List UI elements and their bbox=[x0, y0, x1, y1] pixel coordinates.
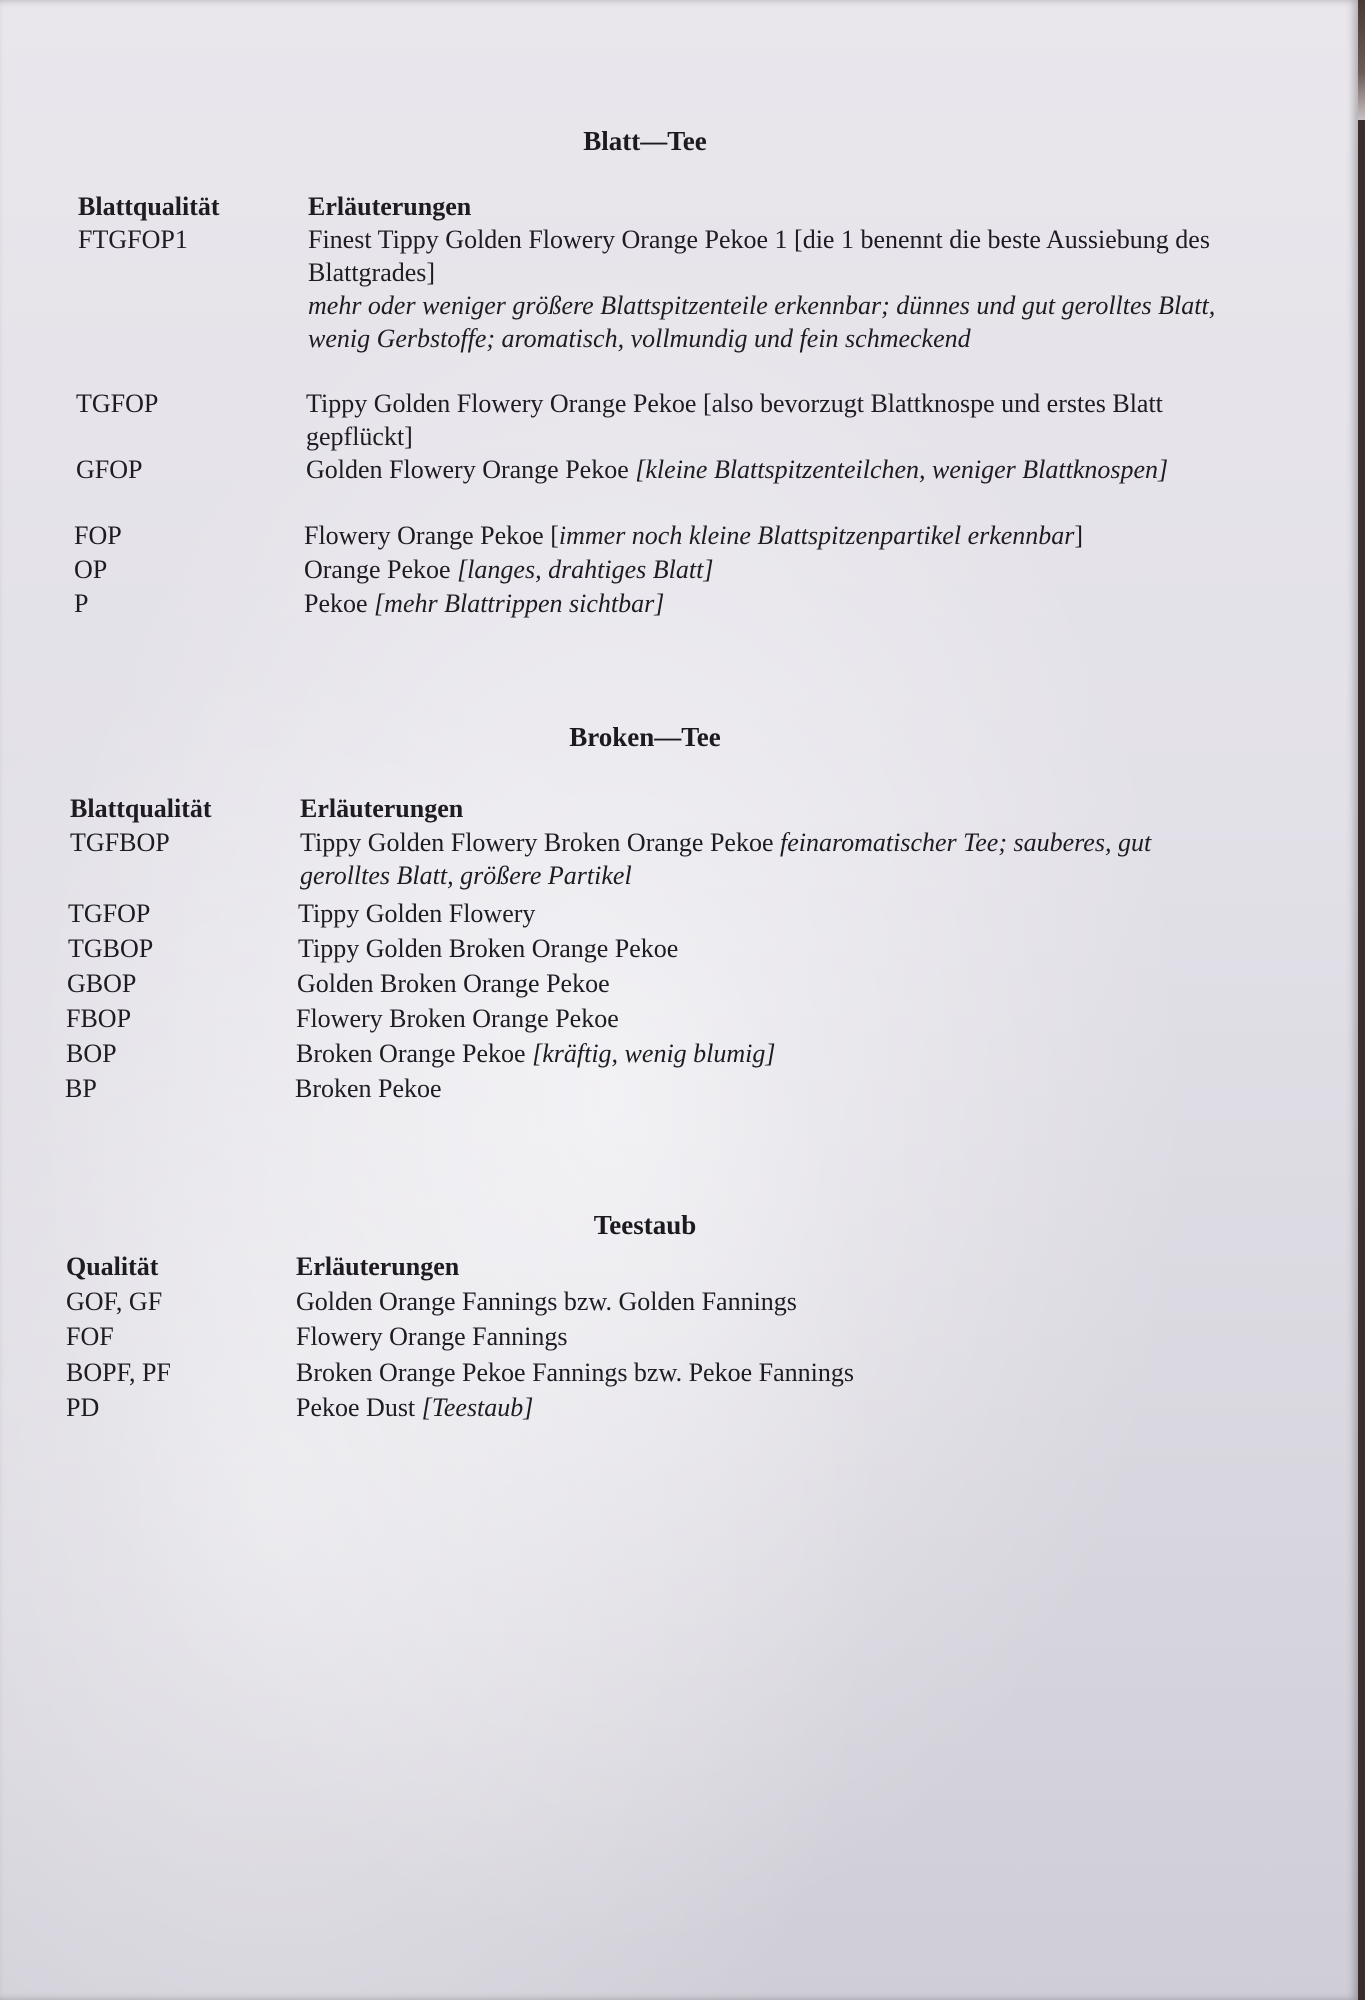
quality-code: TGFOP bbox=[68, 899, 151, 928]
quality-code: BOP bbox=[66, 1039, 117, 1068]
section-title-blatt-tee: Blatt—Tee bbox=[583, 126, 707, 156]
table-row bbox=[74, 519, 1264, 552]
explanation-text: Flowery Orange Fannings bbox=[296, 1322, 568, 1351]
table-row bbox=[66, 1356, 1226, 1389]
explanation bbox=[308, 223, 1238, 355]
explanation-text: Golden Flowery Orange Pekoe bbox=[306, 455, 629, 484]
explanation-note: [kräftig, wenig blumig] bbox=[532, 1039, 776, 1068]
explanation-note: [langes, drahtiges Blatt] bbox=[457, 555, 714, 584]
explanation bbox=[296, 1391, 1226, 1424]
quality-code: FOP bbox=[74, 521, 122, 550]
quality-code: GOF, GF bbox=[66, 1287, 163, 1316]
explanation-note: [kleine Blattspitzenteilchen, weniger Blattknospen] bbox=[635, 455, 1169, 484]
quality-code: FOF bbox=[66, 1322, 114, 1351]
header-explanations: Erläuterungen bbox=[300, 794, 464, 823]
quality-code: BOPF, PF bbox=[66, 1358, 171, 1387]
explanation-text: Pekoe Dust bbox=[296, 1393, 416, 1422]
quality-code: FBOP bbox=[66, 1004, 132, 1033]
explanation-text: Orange Pekoe bbox=[304, 555, 451, 584]
section-title-broken-tee: Broken—Tee bbox=[569, 722, 721, 752]
quality-code: P bbox=[74, 589, 89, 618]
table-row bbox=[76, 387, 1236, 453]
quality-code: PD bbox=[66, 1393, 100, 1422]
explanation-note: feinaromatischer Tee; sauberes, gut gerolltes Blatt, größere Partikel bbox=[300, 828, 1152, 890]
explanation-note: immer noch kleine Blattspitzenpartikel erkennbar bbox=[558, 521, 1075, 550]
table-header bbox=[70, 792, 1230, 825]
explanation bbox=[306, 387, 1236, 453]
table-row bbox=[66, 1391, 1226, 1424]
explanation-text: Tippy Golden Broken Orange Pekoe bbox=[298, 934, 679, 963]
explanation bbox=[306, 453, 1236, 486]
table-row bbox=[66, 1002, 1226, 1035]
table-row bbox=[67, 967, 1227, 1000]
explanation-text: Pekoe bbox=[304, 589, 368, 618]
explanation bbox=[296, 1037, 1226, 1070]
quality-code: TGBOP bbox=[68, 934, 154, 963]
explanation-text: Tippy Golden Flowery Broken Orange Pekoe bbox=[300, 828, 774, 857]
table-row bbox=[68, 932, 1228, 965]
table-row bbox=[65, 1072, 1225, 1105]
header-explanations: Erläuterungen bbox=[308, 192, 472, 221]
header-quality: Blattqualität bbox=[78, 192, 220, 221]
table-row bbox=[66, 1285, 1226, 1318]
explanation-text: Golden Orange Fannings bzw. Golden Fannings bbox=[296, 1287, 797, 1316]
quality-code: FTGFOP1 bbox=[78, 225, 188, 254]
explanation-text: Broken Pekoe bbox=[295, 1074, 442, 1103]
explanation bbox=[304, 587, 1234, 620]
quality-code: OP bbox=[74, 555, 108, 584]
table-row bbox=[66, 1320, 1226, 1353]
table-row bbox=[68, 897, 1228, 930]
explanation-note: mehr oder weniger größere Blattspitzenteile erkennbar; dünnes und gut gerolltes Blatt, wenig Gerbstoffe; aromatisch, vollmundig und fein schmeckend bbox=[308, 291, 1216, 353]
table-header bbox=[78, 190, 1238, 223]
explanation-text: Finest Tippy Golden Flowery Orange Pekoe 1 [die 1 benennt die beste Aussiebung des Blattgrades] bbox=[308, 225, 1210, 287]
table-header bbox=[66, 1250, 1226, 1283]
header-quality: Qualität bbox=[66, 1252, 159, 1281]
table-row bbox=[76, 453, 1236, 486]
quality-code: TGFBOP bbox=[70, 828, 170, 857]
section-title-teestaub: Teestaub bbox=[593, 1210, 697, 1240]
quality-code: GBOP bbox=[67, 969, 137, 998]
explanation-note: [mehr Blattrippen sichtbar] bbox=[374, 589, 665, 618]
header-quality: Blattqualität bbox=[70, 794, 212, 823]
header-explanations: Erläuterungen bbox=[296, 1252, 460, 1281]
explanation-text: Flowery Broken Orange Pekoe bbox=[296, 1004, 619, 1033]
quality-code: TGFOP bbox=[76, 389, 159, 418]
table-row bbox=[78, 223, 1238, 355]
explanation bbox=[304, 519, 1264, 552]
table-row bbox=[74, 553, 1234, 586]
explanation bbox=[300, 826, 1230, 892]
explanation-text: Broken Orange Pekoe Fannings bzw. Pekoe Fannings bbox=[296, 1358, 854, 1387]
quality-code: BP bbox=[65, 1074, 97, 1103]
table-row bbox=[74, 587, 1234, 620]
explanation-note: [Teestaub] bbox=[421, 1393, 534, 1422]
quality-code: GFOP bbox=[76, 455, 143, 484]
explanation bbox=[304, 553, 1234, 586]
table-row bbox=[70, 826, 1230, 892]
table-row bbox=[66, 1037, 1226, 1070]
explanation-text: Tippy Golden Flowery bbox=[298, 899, 536, 928]
explanation-text: Broken Orange Pekoe bbox=[296, 1039, 526, 1068]
explanation-text: Golden Broken Orange Pekoe bbox=[297, 969, 610, 998]
explanation-text: Flowery Orange Pekoe [ bbox=[304, 521, 559, 550]
explanation-text: Tippy Golden Flowery Orange Pekoe [also bevorzugt Blattknospe und erstes Blatt gepflückt] bbox=[306, 389, 1163, 451]
explanation-bracket: ] bbox=[1074, 521, 1084, 550]
